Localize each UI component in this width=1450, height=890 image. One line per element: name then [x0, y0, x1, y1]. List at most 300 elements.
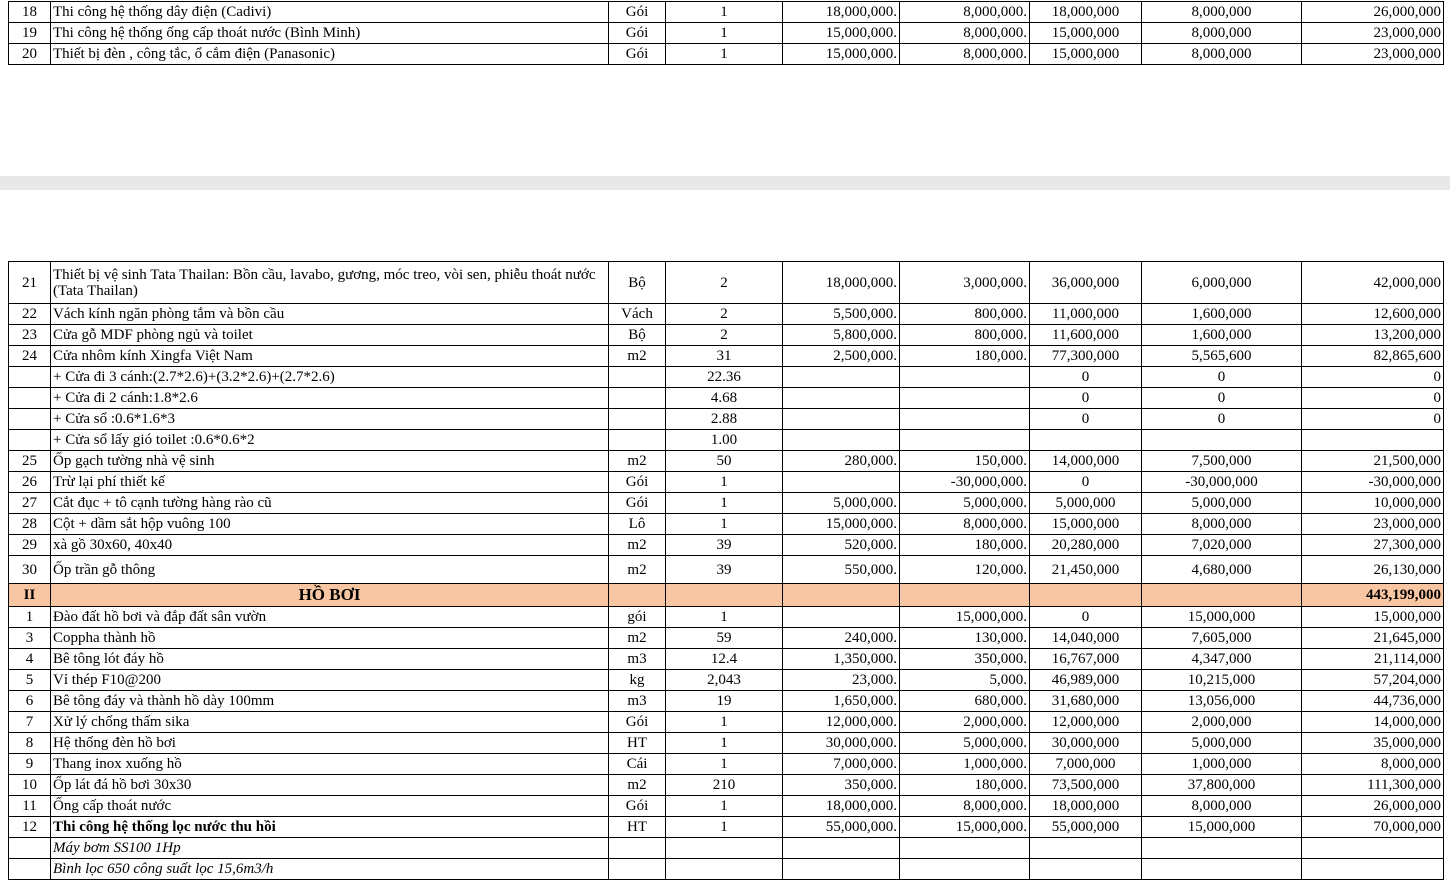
line-total-cell: 26,000,000: [1302, 796, 1444, 817]
stt-cell: 11: [9, 796, 51, 817]
unit-cell: Gói: [609, 23, 666, 44]
material-total-cell: 11,600,000: [1030, 325, 1142, 346]
unit-cell: Cái: [609, 754, 666, 775]
material-total-cell: 55,000,000: [1030, 817, 1142, 838]
material-price-cell: 15,000,000.: [783, 23, 900, 44]
material-total-cell: 0: [1030, 472, 1142, 493]
table-row: [9, 430, 1444, 451]
material-price-cell: 240,000.: [783, 628, 900, 649]
table-row: [9, 451, 1444, 472]
quantity-cell: 1: [666, 754, 783, 775]
bottom-table-body: [9, 262, 1444, 880]
stt-cell: 5: [9, 670, 51, 691]
labor-price-cell: 180,000.: [900, 775, 1030, 796]
labor-price-cell: 8,000,000.: [900, 44, 1030, 65]
line-total-cell: 15,000,000: [1302, 607, 1444, 628]
unit-cell: Gói: [609, 472, 666, 493]
material-total-cell: 0: [1030, 388, 1142, 409]
stt-cell: 22: [9, 304, 51, 325]
labor-total-cell: 4,347,000: [1142, 649, 1302, 670]
unit-cell: Bộ: [609, 262, 666, 304]
section-total1-cell: [1030, 584, 1142, 607]
table-row: [9, 817, 1444, 838]
item-name-cell: Bê tông đáy và thành hồ dày 100mm: [51, 691, 609, 712]
material-price-cell: [783, 838, 900, 859]
material-total-cell: 30,000,000: [1030, 733, 1142, 754]
stt-cell: [9, 409, 51, 430]
unit-cell: m3: [609, 649, 666, 670]
quantity-cell: 19: [666, 691, 783, 712]
stt-cell: 28: [9, 514, 51, 535]
labor-total-cell: 7,605,000: [1142, 628, 1302, 649]
quantity-cell: 12.4: [666, 649, 783, 670]
labor-price-cell: [900, 838, 1030, 859]
section-qty-cell: [666, 584, 783, 607]
section-title: HỒ BƠI: [51, 584, 609, 607]
stt-cell: 19: [9, 23, 51, 44]
quantity-cell: 1: [666, 44, 783, 65]
unit-cell: [609, 388, 666, 409]
material-price-cell: [783, 430, 900, 451]
quantity-cell: 1: [666, 23, 783, 44]
labor-total-cell: 6,000,000: [1142, 262, 1302, 304]
unit-cell: [609, 430, 666, 451]
labor-total-cell: 4,680,000: [1142, 556, 1302, 584]
labor-price-cell: [900, 859, 1030, 880]
item-name-cell: + Cửa sổ :0.6*1.6*3: [51, 409, 609, 430]
quantity-cell: 2: [666, 304, 783, 325]
labor-total-cell: 1,000,000: [1142, 754, 1302, 775]
stt-cell: [9, 859, 51, 880]
unit-cell: m2: [609, 346, 666, 367]
unit-cell: m2: [609, 535, 666, 556]
unit-cell: Gói: [609, 493, 666, 514]
material-price-cell: 15,000,000.: [783, 44, 900, 65]
labor-price-cell: 3,000,000.: [900, 262, 1030, 304]
quantity-cell: 59: [666, 628, 783, 649]
line-total-cell: -30,000,000: [1302, 472, 1444, 493]
labor-price-cell: 150,000.: [900, 451, 1030, 472]
item-name-cell: Ốp gạch tường nhà vệ sinh: [51, 451, 609, 472]
labor-price-cell: 15,000,000.: [900, 817, 1030, 838]
section-total2-cell: [1142, 584, 1302, 607]
line-total-cell: 42,000,000: [1302, 262, 1444, 304]
line-total-cell: 21,114,000: [1302, 649, 1444, 670]
material-price-cell: [783, 607, 900, 628]
table-row: [9, 472, 1444, 493]
unit-cell: Gói: [609, 796, 666, 817]
unit-cell: Gói: [609, 712, 666, 733]
labor-total-cell: 5,000,000: [1142, 493, 1302, 514]
item-name-cell: Hệ thống đèn hồ bơi: [51, 733, 609, 754]
unit-cell: Vách: [609, 304, 666, 325]
quantity-cell: 1: [666, 607, 783, 628]
quantity-cell: 1: [666, 733, 783, 754]
table-row: [9, 838, 1444, 859]
material-price-cell: [783, 367, 900, 388]
line-total-cell: 10,000,000: [1302, 493, 1444, 514]
item-name-cell: Thi công hệ thống lọc nước thu hồi: [51, 817, 609, 838]
stt-cell: 26: [9, 472, 51, 493]
material-total-cell: 18,000,000: [1030, 796, 1142, 817]
stt-cell: 24: [9, 346, 51, 367]
line-total-cell: 23,000,000: [1302, 44, 1444, 65]
stt-cell: 20: [9, 44, 51, 65]
table-row: [9, 712, 1444, 733]
line-total-cell: [1302, 838, 1444, 859]
unit-cell: HT: [609, 733, 666, 754]
labor-total-cell: 8,000,000: [1142, 23, 1302, 44]
labor-price-cell: [900, 430, 1030, 451]
labor-total-cell: 2,000,000: [1142, 712, 1302, 733]
labor-price-cell: 800,000.: [900, 325, 1030, 346]
labor-price-cell: 2,000,000.: [900, 712, 1030, 733]
line-total-cell: 27,300,000: [1302, 535, 1444, 556]
line-total-cell: 12,600,000: [1302, 304, 1444, 325]
item-name-cell: Máy bơm SS100 1Hp: [51, 838, 609, 859]
material-price-cell: 18,000,000.: [783, 796, 900, 817]
quantity-cell: 1: [666, 2, 783, 23]
labor-total-cell: 8,000,000: [1142, 44, 1302, 65]
stt-cell: 6: [9, 691, 51, 712]
quantity-cell: [666, 838, 783, 859]
line-total-cell: 0: [1302, 388, 1444, 409]
labor-price-cell: 8,000,000.: [900, 2, 1030, 23]
line-total-cell: 14,000,000: [1302, 712, 1444, 733]
material-price-cell: 30,000,000.: [783, 733, 900, 754]
labor-price-cell: [900, 388, 1030, 409]
unit-cell: [609, 409, 666, 430]
item-name-cell: Thiết bị vệ sinh Tata Thailan: Bồn cầu, lavabo, gương, móc treo, vòi sen, phiễu thoát nước (Tata Thailan): [51, 262, 609, 304]
line-total-cell: 57,204,000: [1302, 670, 1444, 691]
labor-price-cell: 680,000.: [900, 691, 1030, 712]
unit-cell: m2: [609, 775, 666, 796]
line-total-cell: 23,000,000: [1302, 23, 1444, 44]
table-row: [9, 493, 1444, 514]
unit-cell: [609, 859, 666, 880]
unit-cell: [609, 367, 666, 388]
material-price-cell: [783, 409, 900, 430]
labor-price-cell: [900, 409, 1030, 430]
material-total-cell: 0: [1030, 607, 1142, 628]
stt-cell: 29: [9, 535, 51, 556]
table-row: [9, 262, 1444, 304]
labor-total-cell: 1,600,000: [1142, 304, 1302, 325]
section-number: II: [9, 584, 51, 607]
labor-total-cell: [1142, 838, 1302, 859]
line-total-cell: [1302, 859, 1444, 880]
table-row: [9, 733, 1444, 754]
material-total-cell: [1030, 430, 1142, 451]
material-total-cell: 21,450,000: [1030, 556, 1142, 584]
material-total-cell: [1030, 838, 1142, 859]
item-name-cell: + Cửa đi 3 cánh:(2.7*2.6)+(3.2*2.6)+(2.7*2.6): [51, 367, 609, 388]
item-name-cell: Ống cấp thoát nước: [51, 796, 609, 817]
labor-total-cell: 5,565,600: [1142, 346, 1302, 367]
material-price-cell: 2,500,000.: [783, 346, 900, 367]
quantity-cell: 2.88: [666, 409, 783, 430]
table-row: [9, 325, 1444, 346]
item-name-cell: Đào đất hồ bơi và đắp đất sân vườn: [51, 607, 609, 628]
labor-total-cell: 15,000,000: [1142, 607, 1302, 628]
labor-price-cell: 8,000,000.: [900, 23, 1030, 44]
material-total-cell: 15,000,000: [1030, 23, 1142, 44]
unit-cell: [609, 838, 666, 859]
labor-total-cell: 8,000,000: [1142, 514, 1302, 535]
stt-cell: 25: [9, 451, 51, 472]
material-price-cell: 18,000,000.: [783, 2, 900, 23]
section-unit-cell: [609, 584, 666, 607]
item-name-cell: Thi công hệ thống ống cấp thoát nước (Bình Minh): [51, 23, 609, 44]
quantity-cell: 2,043: [666, 670, 783, 691]
material-total-cell: 77,300,000: [1030, 346, 1142, 367]
quantity-cell: 39: [666, 556, 783, 584]
material-total-cell: 0: [1030, 367, 1142, 388]
quantity-cell: 31: [666, 346, 783, 367]
unit-cell: m3: [609, 691, 666, 712]
labor-total-cell: 5,000,000: [1142, 733, 1302, 754]
unit-cell: gói: [609, 607, 666, 628]
labor-price-cell: 5,000.: [900, 670, 1030, 691]
material-total-cell: 12,000,000: [1030, 712, 1142, 733]
material-total-cell: 16,767,000: [1030, 649, 1142, 670]
material-total-cell: 5,000,000: [1030, 493, 1142, 514]
material-total-cell: 14,040,000: [1030, 628, 1142, 649]
labor-price-cell: 15,000,000.: [900, 607, 1030, 628]
unit-cell: m2: [609, 451, 666, 472]
material-price-cell: 280,000.: [783, 451, 900, 472]
section-total: 443,199,000: [1302, 584, 1444, 607]
quantity-cell: 2: [666, 262, 783, 304]
material-total-cell: 15,000,000: [1030, 44, 1142, 65]
item-name-cell: + Cửa đi 2 cánh:1.8*2.6: [51, 388, 609, 409]
material-total-cell: 18,000,000: [1030, 2, 1142, 23]
item-name-cell: Thi công hệ thống dây điện (Cadivi): [51, 2, 609, 23]
table-row: [9, 754, 1444, 775]
material-price-cell: 550,000.: [783, 556, 900, 584]
labor-total-cell: 8,000,000: [1142, 2, 1302, 23]
material-price-cell: 5,800,000.: [783, 325, 900, 346]
table-row: [9, 691, 1444, 712]
table-row: [9, 556, 1444, 584]
material-price-cell: [783, 388, 900, 409]
line-total-cell: 21,500,000: [1302, 451, 1444, 472]
labor-total-cell: 10,215,000: [1142, 670, 1302, 691]
quote-table-bottom: [8, 261, 1444, 880]
labor-price-cell: 180,000.: [900, 535, 1030, 556]
labor-total-cell: -30,000,000: [1142, 472, 1302, 493]
material-total-cell: 46,989,000: [1030, 670, 1142, 691]
material-total-cell: 20,280,000: [1030, 535, 1142, 556]
line-total-cell: 26,130,000: [1302, 556, 1444, 584]
item-name-cell: Cửa gỗ MDF phòng ngủ và toilet: [51, 325, 609, 346]
table-row: [9, 409, 1444, 430]
item-name-cell: + Cửa sổ lấy gió toilet :0.6*0.6*2: [51, 430, 609, 451]
labor-total-cell: 0: [1142, 409, 1302, 430]
table-row: [9, 514, 1444, 535]
quantity-cell: 4.68: [666, 388, 783, 409]
material-price-cell: 55,000,000.: [783, 817, 900, 838]
quantity-cell: 2: [666, 325, 783, 346]
labor-price-cell: 8,000,000.: [900, 514, 1030, 535]
quantity-cell: 1: [666, 493, 783, 514]
line-total-cell: 35,000,000: [1302, 733, 1444, 754]
labor-total-cell: 13,056,000: [1142, 691, 1302, 712]
labor-price-cell: 120,000.: [900, 556, 1030, 584]
quantity-cell: 1: [666, 472, 783, 493]
page-break-gap: [0, 176, 1450, 190]
table-row: [9, 44, 1444, 65]
stt-cell: 1: [9, 607, 51, 628]
material-price-cell: 1,650,000.: [783, 691, 900, 712]
item-name-cell: Ốp lát đá hồ bơi 30x30: [51, 775, 609, 796]
quantity-cell: [666, 859, 783, 880]
item-name-cell: Ốp trần gỗ thông: [51, 556, 609, 584]
labor-total-cell: 8,000,000: [1142, 796, 1302, 817]
item-name-cell: Bê tông lót đáy hồ: [51, 649, 609, 670]
material-price-cell: 12,000,000.: [783, 712, 900, 733]
table-row: [9, 23, 1444, 44]
labor-price-cell: 130,000.: [900, 628, 1030, 649]
material-total-cell: 0: [1030, 409, 1142, 430]
line-total-cell: 8,000,000: [1302, 754, 1444, 775]
labor-price-cell: [900, 367, 1030, 388]
material-total-cell: 31,680,000: [1030, 691, 1142, 712]
stt-cell: 18: [9, 2, 51, 23]
table-row: [9, 2, 1444, 23]
quantity-cell: 1: [666, 514, 783, 535]
material-price-cell: 5,500,000.: [783, 304, 900, 325]
labor-total-cell: [1142, 859, 1302, 880]
stt-cell: [9, 838, 51, 859]
table-row: [9, 346, 1444, 367]
stt-cell: 3: [9, 628, 51, 649]
stt-cell: 9: [9, 754, 51, 775]
unit-cell: Bộ: [609, 325, 666, 346]
section-price2-cell: [900, 584, 1030, 607]
labor-price-cell: 350,000.: [900, 649, 1030, 670]
unit-cell: m2: [609, 556, 666, 584]
quantity-cell: 39: [666, 535, 783, 556]
stt-cell: [9, 430, 51, 451]
stt-cell: 23: [9, 325, 51, 346]
material-price-cell: 1,350,000.: [783, 649, 900, 670]
line-total-cell: 23,000,000: [1302, 514, 1444, 535]
material-price-cell: 520,000.: [783, 535, 900, 556]
item-name-cell: Cắt đục + tô cạnh tường hàng rào cũ: [51, 493, 609, 514]
labor-price-cell: 5,000,000.: [900, 733, 1030, 754]
material-price-cell: 18,000,000.: [783, 262, 900, 304]
stt-cell: 7: [9, 712, 51, 733]
labor-total-cell: 7,500,000: [1142, 451, 1302, 472]
labor-total-cell: 7,020,000: [1142, 535, 1302, 556]
line-total-cell: [1302, 430, 1444, 451]
labor-total-cell: 0: [1142, 367, 1302, 388]
material-total-cell: 36,000,000: [1030, 262, 1142, 304]
material-total-cell: [1030, 859, 1142, 880]
table-row: [9, 649, 1444, 670]
quantity-cell: 210: [666, 775, 783, 796]
quantity-cell: 1.00: [666, 430, 783, 451]
line-total-cell: 26,000,000: [1302, 2, 1444, 23]
table-row: [9, 628, 1444, 649]
unit-cell: Lô: [609, 514, 666, 535]
quantity-cell: 1: [666, 817, 783, 838]
table-row: [9, 304, 1444, 325]
material-total-cell: 11,000,000: [1030, 304, 1142, 325]
material-price-cell: 23,000.: [783, 670, 900, 691]
stt-cell: 10: [9, 775, 51, 796]
unit-cell: Gói: [609, 44, 666, 65]
material-total-cell: 15,000,000: [1030, 514, 1142, 535]
top-table-body: [9, 2, 1444, 65]
labor-price-cell: -30,000,000.: [900, 472, 1030, 493]
labor-total-cell: 0: [1142, 388, 1302, 409]
line-total-cell: 111,300,000: [1302, 775, 1444, 796]
line-total-cell: 13,200,000: [1302, 325, 1444, 346]
material-price-cell: [783, 472, 900, 493]
material-total-cell: 14,000,000: [1030, 451, 1142, 472]
item-name-cell: Cột + dầm sắt hộp vuông 100: [51, 514, 609, 535]
stt-cell: 4: [9, 649, 51, 670]
stt-cell: 27: [9, 493, 51, 514]
material-price-cell: 15,000,000.: [783, 514, 900, 535]
labor-price-cell: 800,000.: [900, 304, 1030, 325]
material-total-cell: 73,500,000: [1030, 775, 1142, 796]
labor-total-cell: 1,600,000: [1142, 325, 1302, 346]
unit-cell: Gói: [609, 2, 666, 23]
item-name-cell: xà gồ 30x60, 40x40: [51, 535, 609, 556]
section-price1-cell: [783, 584, 900, 607]
labor-total-cell: 15,000,000: [1142, 817, 1302, 838]
item-name-cell: Cửa nhôm kính Xingfa Việt Nam: [51, 346, 609, 367]
item-name-cell: Thang inox xuống hồ: [51, 754, 609, 775]
item-name-cell: Vách kính ngăn phòng tắm và bồn cầu: [51, 304, 609, 325]
table-row: [9, 775, 1444, 796]
labor-total-cell: 37,800,000: [1142, 775, 1302, 796]
quantity-cell: 22.36: [666, 367, 783, 388]
stt-cell: 12: [9, 817, 51, 838]
table-row: [9, 670, 1444, 691]
labor-price-cell: 180,000.: [900, 346, 1030, 367]
table-row: [9, 367, 1444, 388]
item-name-cell: Bình lọc 650 công suất lọc 15,6m3/h: [51, 859, 609, 880]
quantity-cell: 1: [666, 712, 783, 733]
item-name-cell: Xử lý chống thấm sika: [51, 712, 609, 733]
item-name-cell: Vỉ thép F10@200: [51, 670, 609, 691]
section-row-ho-boi: [9, 584, 1444, 607]
quantity-cell: 1: [666, 796, 783, 817]
labor-price-cell: 5,000,000.: [900, 493, 1030, 514]
quantity-cell: 50: [666, 451, 783, 472]
material-price-cell: 5,000,000.: [783, 493, 900, 514]
line-total-cell: 0: [1302, 409, 1444, 430]
labor-total-cell: [1142, 430, 1302, 451]
item-name-cell: Trừ lại phí thiết kế: [51, 472, 609, 493]
labor-price-cell: 1,000,000.: [900, 754, 1030, 775]
line-total-cell: 0: [1302, 367, 1444, 388]
table-row: [9, 607, 1444, 628]
line-total-cell: 44,736,000: [1302, 691, 1444, 712]
unit-cell: m2: [609, 628, 666, 649]
stt-cell: 21: [9, 262, 51, 304]
stt-cell: 8: [9, 733, 51, 754]
stt-cell: 30: [9, 556, 51, 584]
line-total-cell: 82,865,600: [1302, 346, 1444, 367]
table-row: [9, 535, 1444, 556]
line-total-cell: 21,645,000: [1302, 628, 1444, 649]
material-total-cell: 7,000,000: [1030, 754, 1142, 775]
